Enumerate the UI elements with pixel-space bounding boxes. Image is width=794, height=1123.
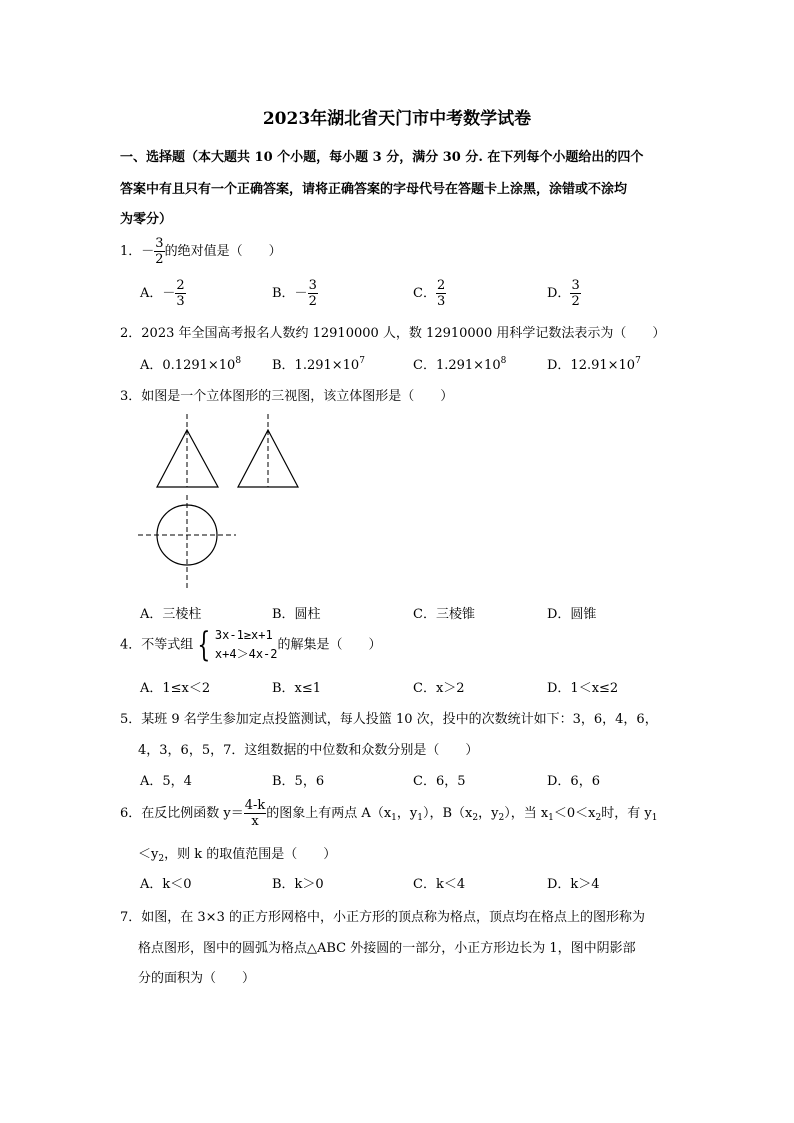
- q2-option-d[interactable]: D．$12.91\times 10^7$: [547, 356, 641, 373]
- q6-option-a[interactable]: A．k＜0: [140, 877, 192, 892]
- top-view-figure: [130, 495, 240, 590]
- q5-option-b[interactable]: B．5，6: [272, 774, 325, 789]
- q1-option-d[interactable]: D． $\frac{3}{2}$: [547, 278, 580, 309]
- q3-option-a[interactable]: A．三棱柱: [140, 607, 202, 622]
- question-7-line-2: 格点图形，图中的圆弧为格点△ABC 外接圆的一部分，小正方形边长为 1，图中阴影部: [138, 941, 636, 956]
- q6-option-d[interactable]: D．k＞4: [547, 877, 600, 892]
- q5-option-c[interactable]: C．6，5: [413, 774, 466, 789]
- q5-option-a[interactable]: A．5，4: [140, 774, 192, 789]
- section-header-line-3: 为零分）: [120, 212, 173, 227]
- q4-option-d[interactable]: D．1＜x≤2: [547, 681, 619, 696]
- q3-option-c[interactable]: C．三棱锥: [413, 607, 475, 622]
- q6-fraction: $\frac{4-k}{x}$: [244, 798, 266, 829]
- question-6-line-1: 6．在反比例函数 y＝ $\frac{4-k}{x}$ 的图象上有两点 $A(x_1$，$y_1$），$B(x_2$，$y_2$），当 $x_1<0<x_2$时，有 $y_1$: [120, 798, 658, 829]
- q3-option-d[interactable]: D．圆锥: [547, 607, 597, 622]
- q6-option-c[interactable]: C．k＜4: [413, 877, 466, 892]
- q2-option-a[interactable]: A．$0.1291\times 10^8$: [140, 356, 242, 373]
- question-3: 3．如图是一个立体图形的三视图，该立体图形是（ ）: [120, 389, 454, 404]
- q1-option-b[interactable]: B．－ $\frac{3}{2}$: [272, 278, 317, 309]
- question-4: 4．不等式组 { 3x-1≥x+1 x+4＞4x-2 的解集是（ ）: [120, 625, 382, 665]
- q4-option-b[interactable]: B．x≤1: [272, 681, 322, 696]
- q4-option-a[interactable]: A．1≤x＜2: [140, 681, 211, 696]
- q3-option-b[interactable]: B．圆柱: [272, 607, 321, 622]
- question-7-line-3: 分的面积为（ ）: [138, 971, 256, 986]
- q1-fraction: $\frac{3}{2}$: [155, 236, 164, 267]
- q4-option-c[interactable]: C．x＞2: [413, 681, 465, 696]
- q1-suffix: 的绝对值是（ ）: [164, 244, 282, 259]
- section-header-line-1: 一、选择题（本大题共 10 个小题，每小题 3 分，满分 30 分. 在下列每个小题给出的四个: [120, 150, 644, 165]
- q4-system: 3x-1≥x+1 x+4＞4x-2: [214, 628, 278, 661]
- q2-option-c[interactable]: C．$1.291\times 10^8$: [413, 356, 507, 373]
- question-5-line-1: 5．某班 9 名学生参加定点投篮测试，每人投篮 10 次，投中的次数统计如下：3，6，4，6，: [120, 712, 658, 727]
- q1-prefix: 1．－: [120, 244, 155, 259]
- question-7-line-1: 7．如图，在 3×3 的正方形网格中，小正方形的顶点称为格点，顶点均在格点上的图形称为: [120, 910, 645, 925]
- question-6-line-2: $<y_2$，则 k 的取值范围是（ ）: [138, 847, 337, 864]
- q5-option-d[interactable]: D．6，6: [547, 774, 600, 789]
- question-2: 2．2023 年全国高考报名人数约 12910000 人，数 12910000 用科学记数法表示为（ ）: [120, 326, 666, 341]
- question-1: [120, 236, 282, 267]
- q2-option-b[interactable]: B．$1.291\times 10^7$: [272, 356, 365, 373]
- q1-option-a[interactable]: A．－ $\frac{2}{3}$: [140, 278, 185, 309]
- page-title: 2023年湖北省天门市中考数学试卷: [262, 109, 532, 129]
- section-header-line-2: 答案中有且只有一个正确答案，请将正确答案的字母代号在答题卡上涂黑，涂错或不涂均: [120, 182, 628, 197]
- side-view-figure: [230, 412, 310, 492]
- question-5-line-2: 4，3，6，5，7．这组数据的中位数和众数分别是（ ）: [138, 743, 479, 758]
- q6-option-b[interactable]: B．k＞0: [272, 877, 324, 892]
- q1-option-c[interactable]: C． $\frac{2}{3}$: [413, 278, 446, 309]
- q4-brace: {: [197, 625, 211, 665]
